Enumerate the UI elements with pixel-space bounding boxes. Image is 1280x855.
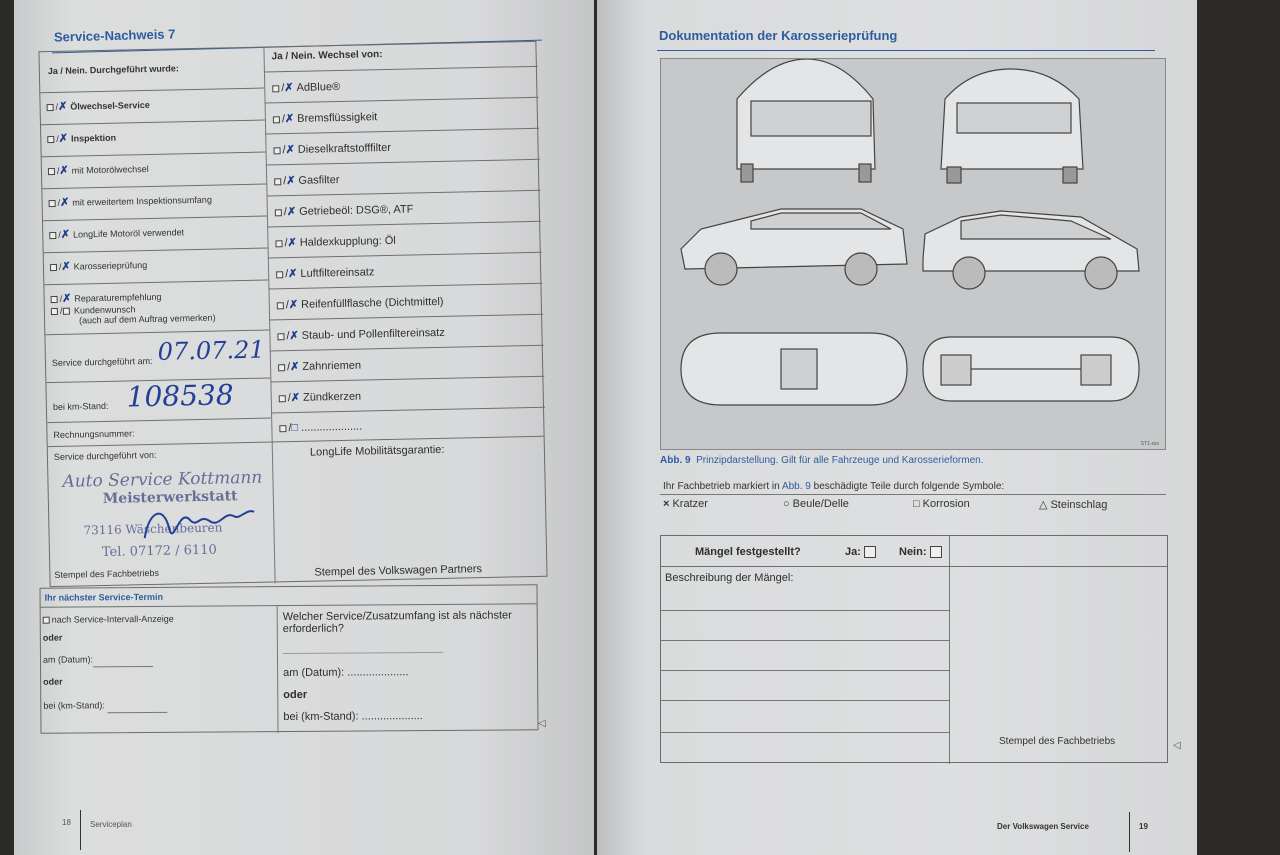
- stamp-line-3: 73116 Wäschenbeuren: [83, 520, 223, 538]
- exchange-item: [274, 173, 340, 187]
- row-divider: [264, 66, 538, 73]
- exchange-item-label: ....................: [300, 420, 363, 434]
- next-service-table: [39, 584, 538, 733]
- checklist-item-label: Reparaturempfehlung: [74, 291, 162, 304]
- longlife-label: LongLife Mobilitätsgarantie:: [309, 443, 445, 459]
- figure-code: ST1-xxx: [1140, 441, 1159, 447]
- row-divider: [265, 128, 539, 135]
- footer-page-number: 19: [1139, 822, 1148, 831]
- row-divider: [266, 159, 540, 166]
- checkbox-icon[interactable]: [272, 85, 279, 92]
- check-mark-icon[interactable]: ✗: [59, 164, 69, 177]
- check-mark-icon[interactable]: ✗: [284, 81, 294, 95]
- checklist-item-label: Ölwechsel-Service: [70, 99, 150, 112]
- checkbox-icon[interactable]: [51, 296, 58, 303]
- check-mark-icon[interactable]: ✗: [285, 143, 295, 157]
- service-date-label: Service durchgeführt am:: [51, 355, 153, 369]
- row-divider: [44, 248, 268, 254]
- slash-separator: /: [58, 261, 62, 272]
- checkbox-icon[interactable]: [62, 308, 69, 315]
- checkbox-icon[interactable]: [274, 178, 281, 185]
- row-divider: [268, 252, 542, 259]
- check-mark-icon[interactable]: ✗: [286, 205, 297, 219]
- next-oder-1: oder: [42, 632, 63, 643]
- slash-separator: /: [282, 144, 286, 157]
- check-mark-icon[interactable]: ✗: [288, 267, 298, 281]
- symbol-icon: △: [1039, 499, 1048, 511]
- marking-instructions: [663, 481, 1004, 492]
- checkbox-icon[interactable]: [47, 104, 54, 111]
- checkbox-icon[interactable]: [273, 116, 280, 123]
- exchange-item-label: AdBlue®: [296, 80, 341, 94]
- footer-page-number: 18: [62, 818, 71, 827]
- defects-yes-label: Ja:: [845, 546, 861, 558]
- check-mark-icon[interactable]: □: [291, 421, 299, 435]
- symbol-label: Korrosion: [922, 498, 970, 510]
- km-value: 108538: [126, 378, 234, 414]
- checklist-item: [46, 98, 150, 113]
- next-right-oder: oder: [283, 688, 308, 702]
- symbol-item: [663, 498, 708, 510]
- figure-label: Abb. 9: [660, 455, 691, 466]
- description-line: [661, 732, 949, 733]
- exchange-item-label: Luftfiltereinsatz: [300, 266, 375, 280]
- row-divider: [44, 280, 268, 286]
- slash-separator: /: [55, 101, 59, 112]
- checkbox-icon[interactable]: [279, 425, 286, 432]
- row-divider: [40, 88, 264, 94]
- checkbox-icon[interactable]: [275, 240, 282, 247]
- defects-no: [899, 546, 944, 558]
- checkbox-icon[interactable]: [277, 333, 284, 340]
- exchange-item-label: Zündkerzen: [302, 390, 362, 404]
- row-divider: [42, 184, 266, 190]
- check-mark-icon[interactable]: ✗: [289, 329, 299, 343]
- checklist-item-label: LongLife Motoröl verwendet: [72, 227, 185, 240]
- next-service-question: Welcher Service/Zusatzumfang ist als nächster erforderlich?: [282, 609, 512, 636]
- row-divider: [661, 566, 1167, 567]
- checkbox-icon[interactable]: [278, 364, 285, 371]
- row-divider: [270, 376, 544, 383]
- slash-separator: /: [286, 361, 291, 374]
- checkbox-icon[interactable]: [50, 264, 57, 271]
- exchange-item: [279, 421, 362, 435]
- exchange-item: [279, 390, 362, 405]
- symbol-label: Beule/Delle: [792, 498, 849, 510]
- symbol-label: Kratzer: [672, 498, 708, 510]
- slash-separator: /: [285, 299, 290, 312]
- slash-separator: /: [59, 293, 63, 304]
- checklist-item: [47, 131, 116, 145]
- next-opt-interval-text: nach Service-Intervall-Anzeige: [51, 613, 174, 625]
- exchange-item: [278, 359, 361, 374]
- slash-separator: /: [57, 197, 61, 208]
- checkbox-icon[interactable]: [43, 617, 50, 624]
- exchange-item: [275, 202, 414, 218]
- slash-separator: /: [287, 392, 291, 405]
- invoice-label: Rechnungsnummer:: [53, 428, 135, 441]
- car-diagram-icon: [661, 59, 1165, 449]
- description-line: [661, 640, 949, 641]
- stamp-line-4: Tel. 07172 / 6110: [101, 542, 217, 561]
- left-page: [14, 0, 594, 855]
- exchange-item-label: Zahnriemen: [302, 359, 362, 373]
- row-divider: [43, 216, 267, 222]
- exchange-item-label: Dieselkraftstofffilter: [297, 141, 392, 156]
- checklist-item: [50, 290, 161, 305]
- check-mark-icon[interactable]: ✗: [290, 391, 301, 405]
- checkbox-icon[interactable]: [930, 546, 942, 558]
- row-divider: [265, 97, 539, 104]
- service-date-value: 07.07.21: [157, 335, 265, 366]
- stamp-right-label: Stempel des Volkswagen Partners: [314, 563, 483, 579]
- checklist-item: [50, 258, 148, 273]
- exchange-item: [272, 80, 340, 94]
- symbol-item: [783, 498, 849, 510]
- check-mark-icon[interactable]: ✗: [286, 174, 296, 188]
- slash-separator: /: [56, 133, 59, 144]
- right-page-title: Dokumentation der Karosserieprüfung: [659, 28, 898, 43]
- blank-line: [107, 712, 167, 713]
- checklist-item-label: mit Motorölwechsel: [71, 163, 149, 176]
- checklist-item: [48, 193, 212, 209]
- row-divider: [269, 314, 543, 321]
- symbol-icon: □: [913, 498, 920, 510]
- check-mark-icon[interactable]: ✗: [58, 100, 68, 113]
- stamp-line-2: Meisterwerkstatt: [102, 488, 238, 508]
- slash-separator: /: [283, 206, 288, 219]
- exchange-item: [273, 141, 391, 156]
- slash-separator: /: [281, 113, 286, 126]
- slash-separator: /: [58, 229, 61, 240]
- title-rule: [657, 50, 1155, 51]
- next-km-label: bei (km-Stand):: [43, 700, 105, 711]
- stamp-line-1: Auto Service Kottmann: [62, 467, 263, 492]
- slash-separator: /: [284, 237, 288, 250]
- checkbox-icon[interactable]: [277, 302, 284, 309]
- description-line: [661, 670, 949, 671]
- checklist-item-label: Karosserieprüfung: [73, 260, 148, 272]
- blank-line: [93, 666, 153, 667]
- blank-line: [283, 652, 443, 654]
- defects-divider: [949, 536, 950, 764]
- check-mark-icon[interactable]: ✗: [60, 228, 71, 241]
- check-mark-icon[interactable]: ✗: [287, 236, 297, 250]
- symbol-item: [913, 498, 970, 510]
- footer-rule: [1129, 812, 1130, 852]
- performed-by-label: Service durchgeführt von:: [53, 449, 157, 463]
- row-divider: [41, 120, 265, 126]
- next-opt-interval: [43, 614, 174, 625]
- next-table-divider: [277, 605, 279, 733]
- checklist-item: [49, 225, 184, 241]
- checkbox-icon[interactable]: [864, 546, 876, 558]
- exchange-item: [277, 295, 444, 311]
- km-label: bei km-Stand:: [52, 400, 109, 413]
- checkbox-icon[interactable]: [49, 232, 56, 239]
- checklist-item-label: mit erweitertem Inspektionsumfang: [72, 194, 212, 208]
- marking-text-pre: Ihr Fachbetrieb markiert in: [663, 481, 780, 492]
- exchange-item-label: Getriebeöl: DSG®, ATF: [299, 203, 414, 218]
- check-mark-icon[interactable]: ✗: [60, 196, 70, 209]
- description-line: [661, 700, 949, 701]
- next-date-label: am (Datum):: [42, 654, 94, 665]
- check-mark-icon[interactable]: ✗: [58, 132, 69, 145]
- exchange-item-label: Haldexkupplung: Öl: [299, 234, 396, 249]
- description-line: [661, 610, 949, 611]
- next-oder-2: oder: [43, 676, 63, 687]
- defects-yes: [845, 546, 878, 558]
- row-divider: [41, 603, 537, 607]
- figure-caption: [660, 455, 984, 466]
- checklist-item-label: Inspektion: [70, 132, 117, 144]
- defects-label: Mängel festgestellt?: [695, 546, 801, 558]
- exchange-item: [275, 234, 396, 250]
- slash-separator: /: [285, 268, 289, 281]
- exchange-item: [273, 110, 378, 125]
- triangle-icon: ◁: [1173, 740, 1181, 751]
- exchange-item: [277, 326, 445, 343]
- right-stamp-label: Stempel des Fachbetriebs: [999, 736, 1116, 747]
- kundenwunsch-label: / Kundenwunsch: [51, 304, 136, 316]
- marking-link[interactable]: Abb. 9: [781, 481, 811, 492]
- exchange-item-label: Reifenfüllflasche (Dichtmittel): [300, 295, 444, 311]
- next-right-km: bei (km-Stand): ....................: [283, 710, 423, 724]
- right-page: [597, 0, 1197, 855]
- checkbox-icon[interactable]: [48, 168, 55, 175]
- symbol-icon: ×: [663, 498, 670, 510]
- symbol-label: Steinschlag: [1050, 499, 1108, 511]
- check-mark-icon[interactable]: ✗: [61, 260, 71, 273]
- defects-no-label: Nein:: [899, 546, 927, 558]
- footer-label: Serviceplan: [90, 820, 132, 829]
- service-table: [38, 41, 547, 587]
- left-page-title: Service-Nachweis 7: [53, 26, 176, 45]
- vehicle-figure: [660, 58, 1166, 450]
- table-divider: [263, 48, 275, 584]
- checkbox-icon[interactable]: [51, 308, 58, 315]
- symbol-item: [1039, 498, 1107, 511]
- marking-text-post: beschädigte Teile durch folgende Symbole:: [813, 481, 1005, 492]
- check-mark-icon[interactable]: ✗: [284, 112, 295, 126]
- exchange-item-label: Staub- und Pollenfiltereinsatz: [301, 326, 445, 342]
- checkbox-icon[interactable]: [276, 271, 283, 278]
- kundenwunsch-text: Kundenwunsch: [73, 304, 136, 316]
- rule: [660, 494, 1166, 495]
- exchange-item-label: Bremsflüssigkeit: [297, 111, 378, 125]
- exchange-item-label: Gasfilter: [298, 173, 340, 187]
- row-divider: [47, 417, 271, 423]
- description-label: Beschreibung der Mängel:: [665, 572, 794, 584]
- defects-table: [660, 535, 1168, 763]
- next-service-header: Ihr nächster Service-Termin: [44, 591, 163, 603]
- check-mark-icon[interactable]: ✗: [288, 298, 299, 312]
- next-right-date: am (Datum): ....................: [283, 666, 409, 680]
- checkbox-icon[interactable]: [273, 147, 280, 154]
- signature-icon: [139, 498, 260, 551]
- stamp-left-label: Stempel des Fachbetriebs: [54, 567, 160, 581]
- col1-header: Ja / Nein. Durchgeführt wurde:: [47, 63, 179, 77]
- checkbox-icon[interactable]: [47, 136, 54, 143]
- checklist-item: [48, 162, 149, 177]
- footer-rule: [80, 810, 81, 850]
- slash-separator: /: [281, 82, 285, 95]
- check-mark-icon[interactable]: ✗: [290, 360, 300, 374]
- check-mark-icon[interactable]: ✗: [62, 292, 72, 305]
- checkbox-icon[interactable]: [279, 395, 286, 402]
- row-divider: [267, 221, 541, 228]
- kundenwunsch-note: (auch auf dem Auftrag vermerken): [78, 312, 216, 326]
- checkbox-icon[interactable]: [275, 209, 282, 216]
- slash-separator: /: [286, 330, 290, 343]
- row-divider: [268, 283, 542, 290]
- exchange-item: [276, 265, 375, 280]
- slash-separator: /: [288, 422, 292, 435]
- row-divider: [42, 152, 266, 158]
- slash-separator: /: [56, 165, 60, 176]
- col2-header: Ja / Nein. Wechsel von:: [271, 49, 383, 63]
- row-divider: [45, 329, 269, 335]
- figure-caption-text: Prinzipdarstellung. Gilt für alle Fahrzeuge und Karosserieformen.: [696, 455, 984, 466]
- row-divider: [270, 345, 544, 352]
- slash-separator: /: [283, 175, 287, 188]
- triangle-icon: ◁: [538, 718, 546, 729]
- row-divider: [271, 407, 545, 414]
- checkbox-icon[interactable]: [49, 200, 56, 207]
- footer-label: Der Volkswagen Service: [997, 822, 1089, 831]
- symbol-icon: ○: [783, 498, 790, 510]
- row-divider: [267, 190, 541, 197]
